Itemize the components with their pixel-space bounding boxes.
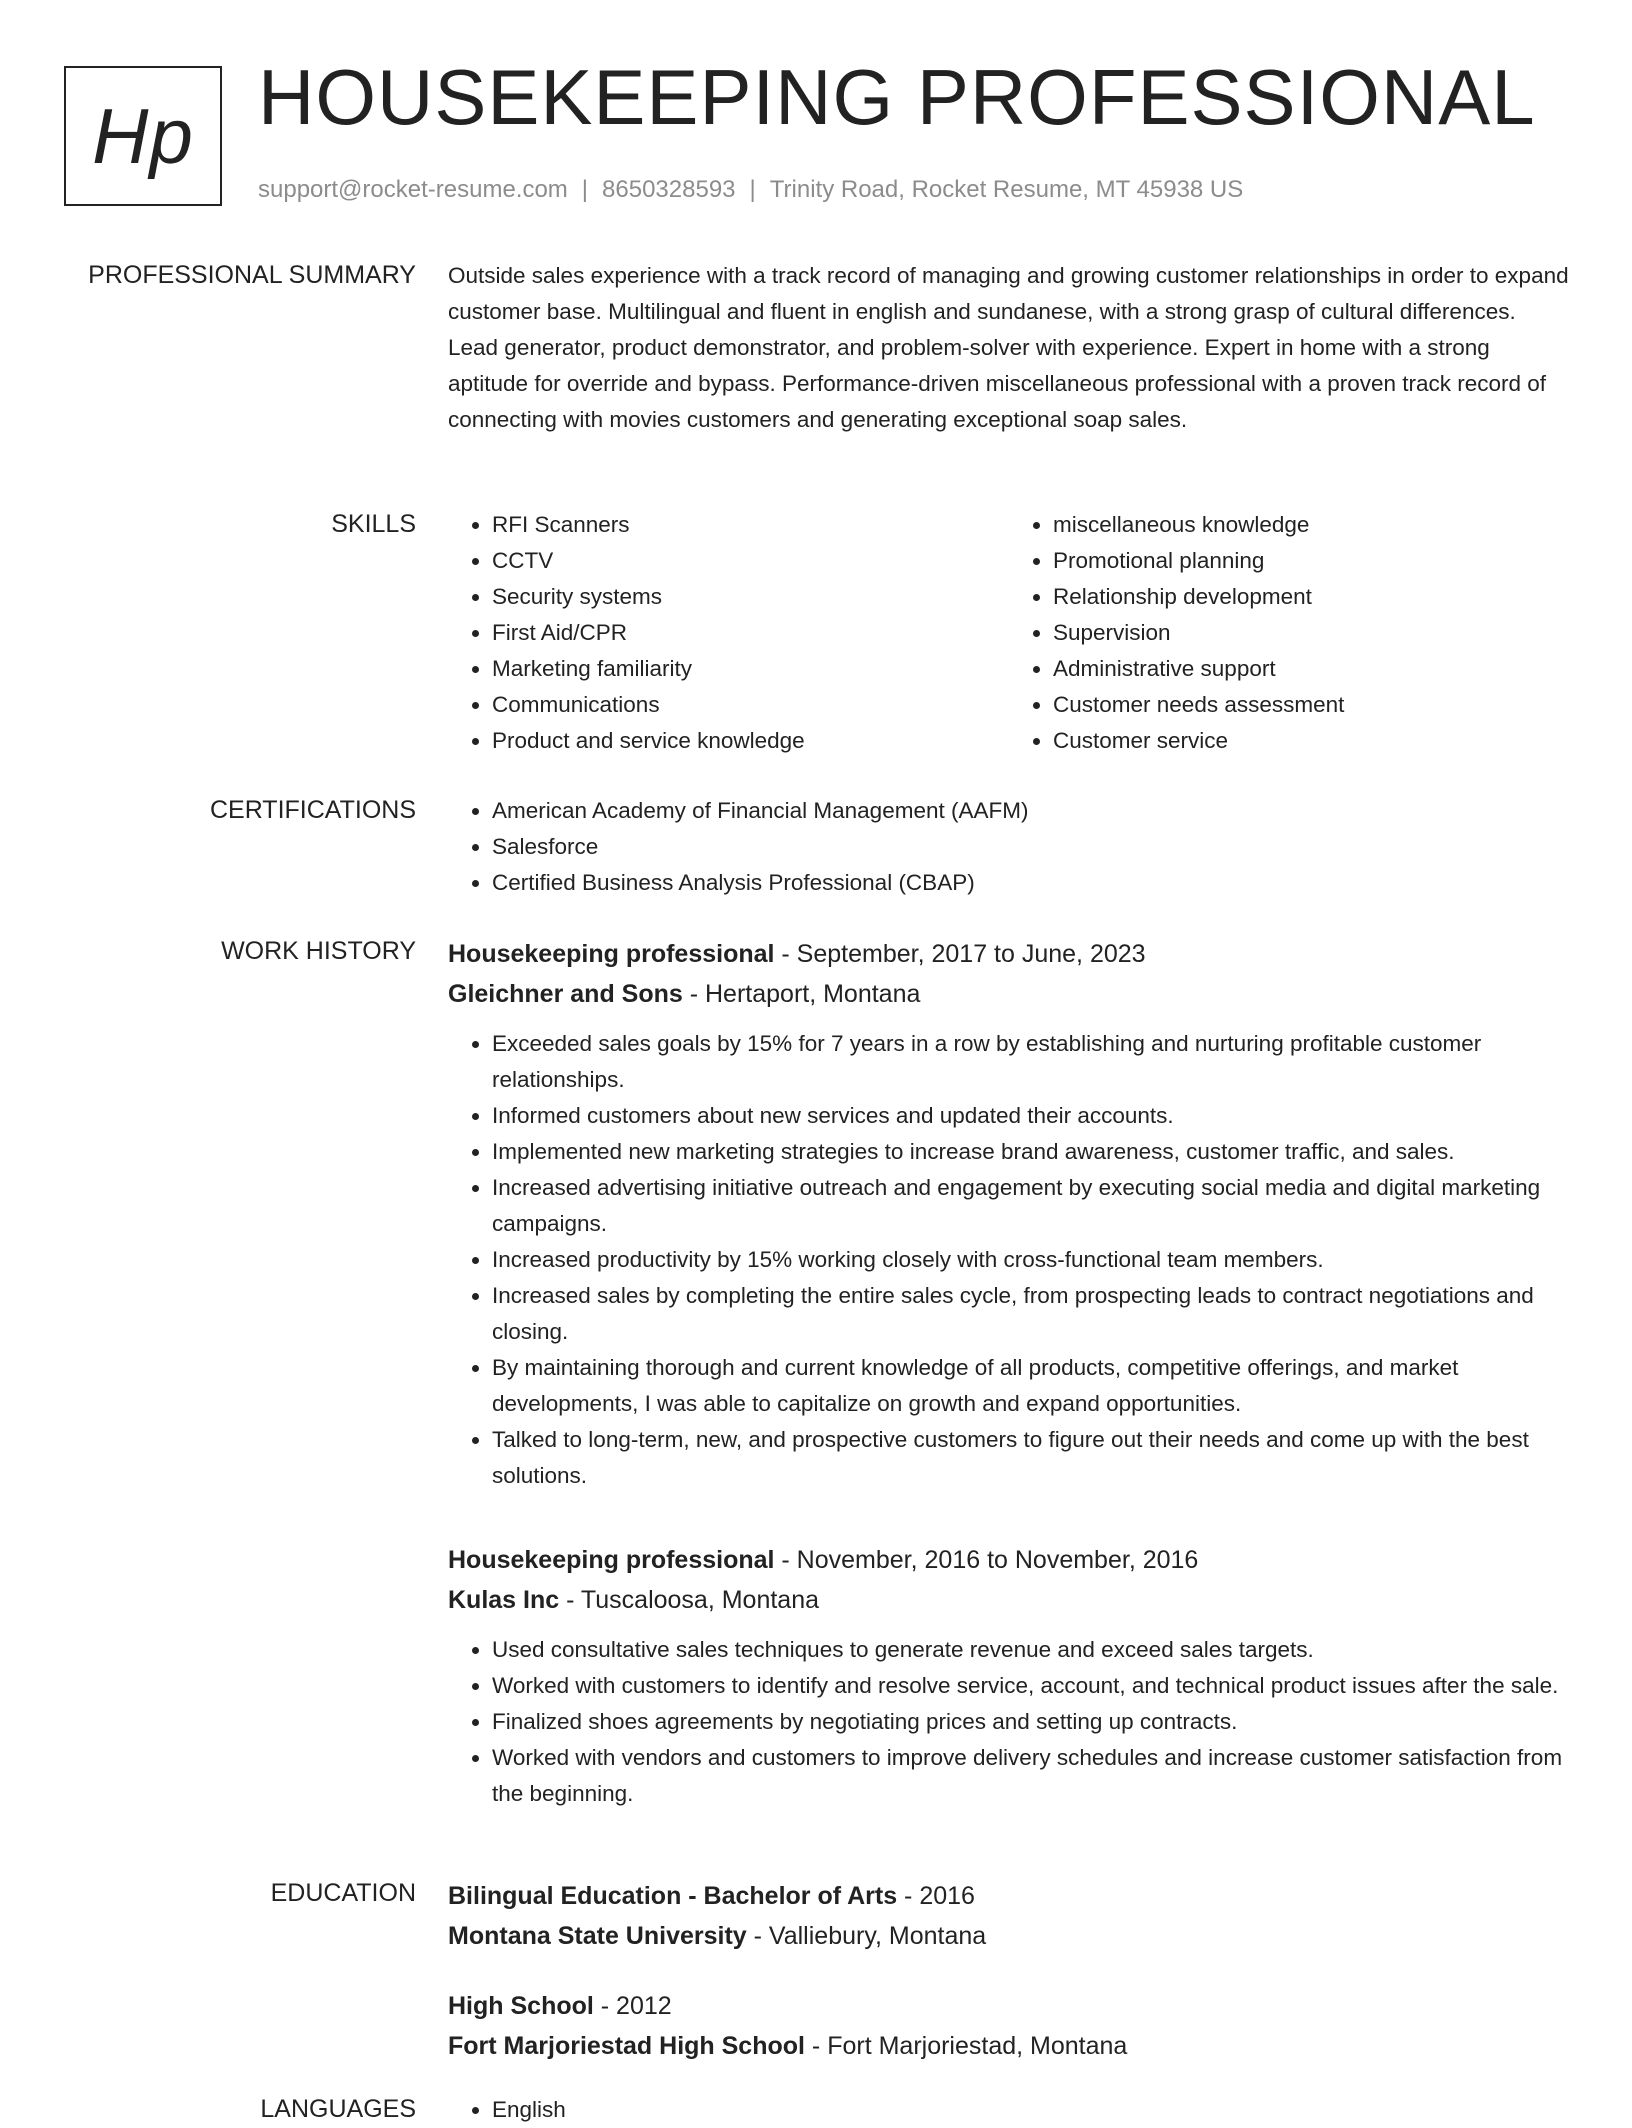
contact-phone[interactable]: 8650328593 — [602, 176, 736, 203]
list-item: • Security systems — [492, 579, 1009, 615]
section-title-summary: PROFESSIONAL SUMMARY — [88, 261, 416, 289]
job-role: Housekeeping professional — [448, 940, 775, 968]
list-item: • Increased advertising initiative outreach and engagement by executing social media and digital marketing campaigns. — [492, 1170, 1570, 1242]
section-body-summary — [448, 258, 1570, 438]
education-degree-line — [448, 1986, 1570, 2026]
list-item: • Administrative support — [1053, 651, 1570, 687]
education-school-line — [448, 1916, 1570, 1956]
contact-separator: | — [581, 176, 589, 203]
job-role: Housekeeping professional — [448, 1546, 775, 1574]
list-item: • Exceeded sales goals by 15% for 7 years in a row by establishing and nurturing profitable customer relationships. — [492, 1026, 1570, 1098]
list-item: • Worked with customers to identify and resolve service, account, and technical product issues after the sale. — [492, 1668, 1570, 1704]
job-company: Kulas Inc — [448, 1586, 560, 1614]
section-body-work-history — [448, 934, 1570, 1858]
section-title-languages: LANGUAGES — [260, 2095, 416, 2123]
education-location: - Fort Marjoriestad, Montana — [804, 2032, 1128, 2060]
job-company: Gleichner and Sons — [448, 980, 683, 1008]
section-body-skills — [448, 507, 1570, 759]
contact-line — [258, 176, 1243, 204]
job-company-line — [448, 1580, 1570, 1620]
job-bullets — [448, 1632, 1570, 1812]
job-bullets — [448, 1026, 1570, 1494]
list-item: • English — [492, 2092, 1570, 2128]
list-item: • CCTV — [492, 543, 1009, 579]
section-body-languages — [448, 2092, 1570, 2128]
education-school: Fort Marjoriestad High School — [448, 2032, 805, 2060]
list-item: • Product and service knowledge — [492, 723, 1009, 759]
list-item: • Certified Business Analysis Professional (CBAP) — [492, 865, 1570, 901]
contact-separator: | — [749, 176, 756, 203]
education-location: - Valliebury, Montana — [746, 1922, 987, 1950]
job-dates: - November, 2016 to November, 2016 — [774, 1546, 1199, 1574]
list-item: • Promotional planning — [1053, 543, 1570, 579]
education-entry — [448, 1876, 1570, 1956]
job-location: - Hertaport, Montana — [682, 980, 921, 1008]
section-body-education — [448, 1876, 1570, 2096]
education-school: Montana State University — [448, 1922, 747, 1950]
page-title: HOUSEKEEPING PROFESSIONAL — [258, 53, 1536, 141]
section-title-certifications: CERTIFICATIONS — [209, 796, 416, 824]
list-item: • Increased sales by completing the entire sales cycle, from prospecting leads to contract negotiations and closing. — [492, 1278, 1570, 1350]
job-entry — [448, 1540, 1570, 1812]
contact-email[interactable]: support@rocket-resume.com — [258, 176, 568, 203]
list-item: • Increased productivity by 15% working closely with cross-functional team members. — [492, 1242, 1570, 1278]
list-item: • American Academy of Financial Management (AAFM) — [492, 793, 1570, 829]
job-title-line — [448, 1540, 1570, 1580]
list-item: • Customer needs assessment — [1053, 687, 1570, 723]
education-degree: High School — [448, 1992, 594, 2020]
summary-text: Outside sales experience with a track record of managing and growing customer relationships in order to expand customer base. Multilingual and fluent in english and sundanese, with a strong grasp of cultural differences. Lead generator, product demonstrator, and problem-solver with experience. Expert in home with a strong aptitude for override and bypass. Performance-driven miscellaneous professional with a proven track record of connecting with movies customers and generating exceptional soap sales. — [448, 263, 1569, 432]
list-item: • Used consultative sales techniques to generate revenue and exceed sales targets. — [492, 1632, 1570, 1668]
skills-list-right — [1009, 507, 1570, 759]
section-body-certifications — [448, 793, 1570, 901]
list-item: • miscellaneous knowledge — [1053, 507, 1570, 543]
section-title-education: EDUCATION — [270, 1879, 416, 1907]
list-item: • RFI Scanners — [492, 507, 1009, 543]
list-item: • Implemented new marketing strategies to increase brand awareness, customer traffic, and sales. — [492, 1134, 1570, 1170]
list-item: • Supervision — [1053, 615, 1570, 651]
list-item: • Informed customers about new services and updated their accounts. — [492, 1098, 1570, 1134]
education-degree-line — [448, 1876, 1570, 1916]
education-year: - 2012 — [593, 1992, 672, 2020]
job-location: - Tuscaloosa, Montana — [559, 1586, 820, 1614]
list-item: • First Aid/CPR — [492, 615, 1009, 651]
education-entry — [448, 1986, 1570, 2066]
list-item: • Finalized shoes agreements by negotiating prices and setting up contracts. — [492, 1704, 1570, 1740]
certifications-list — [448, 793, 1570, 901]
job-title-line — [448, 934, 1570, 974]
list-item: • Marketing familiarity — [492, 651, 1009, 687]
monogram-logo: Hp — [64, 66, 222, 206]
education-year: - 2016 — [897, 1882, 975, 1910]
education-school-line — [448, 2026, 1570, 2066]
job-entry — [448, 934, 1570, 1494]
list-item: • By maintaining thorough and current knowledge of all products, competitive offerings, and market developments, I was able to capitalize on growth and expand opportunities. — [492, 1350, 1570, 1422]
job-dates: - September, 2017 to June, 2023 — [774, 940, 1146, 968]
list-item: • Salesforce — [492, 829, 1570, 865]
job-company-line — [448, 974, 1570, 1014]
list-item: • Worked with vendors and customers to improve delivery schedules and increase customer satisfaction from the beginning. — [492, 1740, 1570, 1812]
list-item: • Relationship development — [1053, 579, 1570, 615]
list-item: • Customer service — [1053, 723, 1570, 759]
languages-list — [448, 2092, 1570, 2128]
section-title-work-history: WORK HISTORY — [221, 937, 416, 965]
education-degree: Bilingual Education - Bachelor of Arts — [448, 1882, 898, 1910]
contact-address: Trinity Road, Rocket Resume, MT 45938 US — [769, 176, 1244, 203]
list-item: • Communications — [492, 687, 1009, 723]
skills-list-left — [448, 507, 1009, 759]
section-title-skills: SKILLS — [331, 510, 416, 538]
list-item: • Talked to long-term, new, and prospective customers to figure out their needs and come up with the best solutions. — [492, 1422, 1570, 1494]
